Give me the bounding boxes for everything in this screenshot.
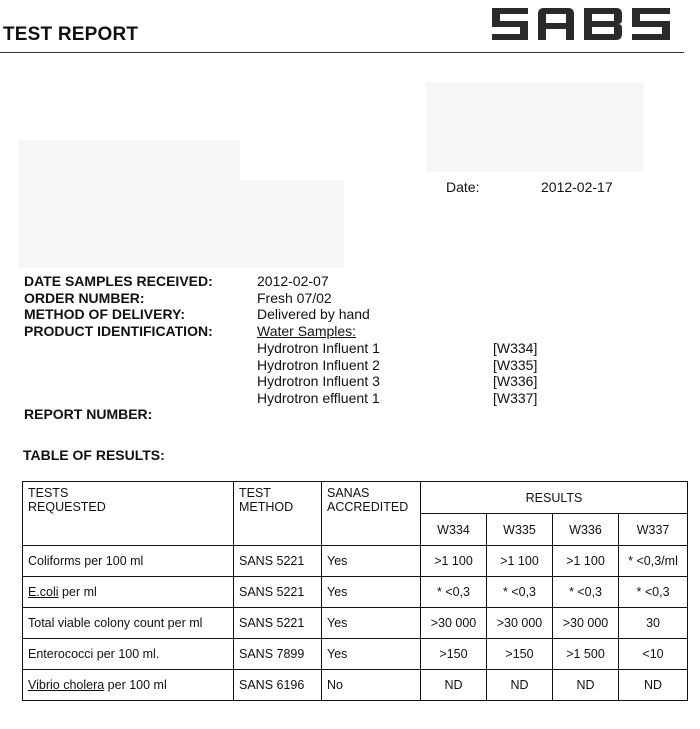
- test-name: Total viable colony count per ml: [23, 608, 234, 639]
- table-row: [23, 670, 688, 701]
- test-name-unit: per ml: [58, 585, 97, 599]
- order-number-label: ORDER NUMBER:: [24, 290, 145, 306]
- header-method: [234, 482, 322, 546]
- header-sanas-line1: SANAS: [327, 486, 370, 500]
- result-cell: >150: [487, 639, 553, 670]
- test-name-unit: per 100 ml: [104, 678, 167, 692]
- header-method-line2: METHOD: [239, 500, 294, 514]
- table-row: [23, 577, 688, 608]
- report-number-label: REPORT NUMBER:: [24, 406, 153, 422]
- test-name: Enterococci per 100 ml.: [23, 639, 234, 670]
- sample-code: [W337]: [493, 390, 538, 406]
- table-row: [23, 639, 688, 670]
- test-method: SANS 6196: [234, 670, 322, 701]
- sample-name: Hydrotron Influent 3: [257, 373, 380, 389]
- sample-name: Hydrotron Influent 2: [257, 357, 380, 373]
- result-cell: ND: [553, 670, 619, 701]
- redacted-area: [18, 180, 344, 268]
- result-cell: >1 500: [553, 639, 619, 670]
- header-col-w337: W337: [619, 514, 688, 546]
- redacted-area: [426, 82, 644, 172]
- test-method: SANS 7899: [234, 639, 322, 670]
- result-cell: ND: [421, 670, 487, 701]
- delivery-value: Delivered by hand: [257, 306, 370, 322]
- accredited: Yes: [322, 639, 421, 670]
- sample-name: Hydrotron Influent 1: [257, 340, 380, 356]
- result-cell: <10: [619, 639, 688, 670]
- header-tests-line1: TESTS: [28, 486, 69, 500]
- result-cell: >30 000: [553, 608, 619, 639]
- date-label: Date:: [446, 179, 480, 195]
- results-table: [22, 481, 688, 701]
- sample-code: [W335]: [493, 357, 538, 373]
- delivery-label: METHOD OF DELIVERY:: [24, 306, 185, 322]
- table-row: [23, 546, 688, 577]
- test-name-organism: Vibrio cholera: [28, 678, 105, 692]
- order-number-value: Fresh 07/02: [257, 290, 332, 306]
- test-name: Coliforms per 100 ml: [23, 546, 234, 577]
- table-title: TABLE OF RESULTS:: [23, 447, 165, 463]
- accredited: Yes: [322, 577, 421, 608]
- result-cell: * <0,3: [619, 577, 688, 608]
- result-cell: ND: [619, 670, 688, 701]
- test-method: SANS 5221: [234, 577, 322, 608]
- sabs-logo-icon: [488, 4, 678, 44]
- accredited: No: [322, 670, 421, 701]
- result-cell: >1 100: [421, 546, 487, 577]
- product-label: PRODUCT IDENTIFICATION:: [24, 323, 213, 339]
- test-method: SANS 5221: [234, 608, 322, 639]
- sabs-logo: [488, 4, 678, 44]
- date-value: 2012-02-17: [541, 179, 613, 195]
- test-name: [23, 670, 234, 701]
- header-sanas-line2: ACCREDITED: [327, 500, 409, 514]
- header-results: RESULTS: [421, 482, 688, 514]
- table-header-row: [23, 482, 688, 514]
- test-name: [23, 577, 234, 608]
- result-cell: * <0,3/ml: [619, 546, 688, 577]
- result-cell: >30 000: [421, 608, 487, 639]
- header-divider: [0, 52, 684, 53]
- result-cell: >150: [421, 639, 487, 670]
- result-cell: 30: [619, 608, 688, 639]
- header-sanas: [322, 482, 421, 546]
- accredited: Yes: [322, 546, 421, 577]
- header-col-w335: W335: [487, 514, 553, 546]
- header-col-w334: W334: [421, 514, 487, 546]
- result-cell: ND: [487, 670, 553, 701]
- header-tests: [23, 482, 234, 546]
- header-tests-line2: REQUESTED: [28, 500, 106, 514]
- sample-code: [W336]: [493, 373, 538, 389]
- table-row: [23, 608, 688, 639]
- result-cell: >1 100: [487, 546, 553, 577]
- accredited: Yes: [322, 608, 421, 639]
- product-value: Water Samples:: [257, 323, 357, 339]
- date-received-label: DATE SAMPLES RECEIVED:: [24, 273, 213, 289]
- result-cell: >30 000: [487, 608, 553, 639]
- result-cell: * <0,3: [553, 577, 619, 608]
- sample-name: Hydrotron effluent 1: [257, 390, 380, 406]
- result-cell: >1 100: [553, 546, 619, 577]
- report-title: TEST REPORT: [3, 24, 139, 45]
- test-method: SANS 5221: [234, 546, 322, 577]
- header-method-line1: TEST: [239, 486, 271, 500]
- sample-code: [W334]: [493, 340, 538, 356]
- date-received-value: 2012-02-07: [257, 273, 329, 289]
- test-name-organism: E.coli: [28, 585, 59, 599]
- result-cell: * <0,3: [421, 577, 487, 608]
- header-col-w336: W336: [553, 514, 619, 546]
- result-cell: * <0,3: [487, 577, 553, 608]
